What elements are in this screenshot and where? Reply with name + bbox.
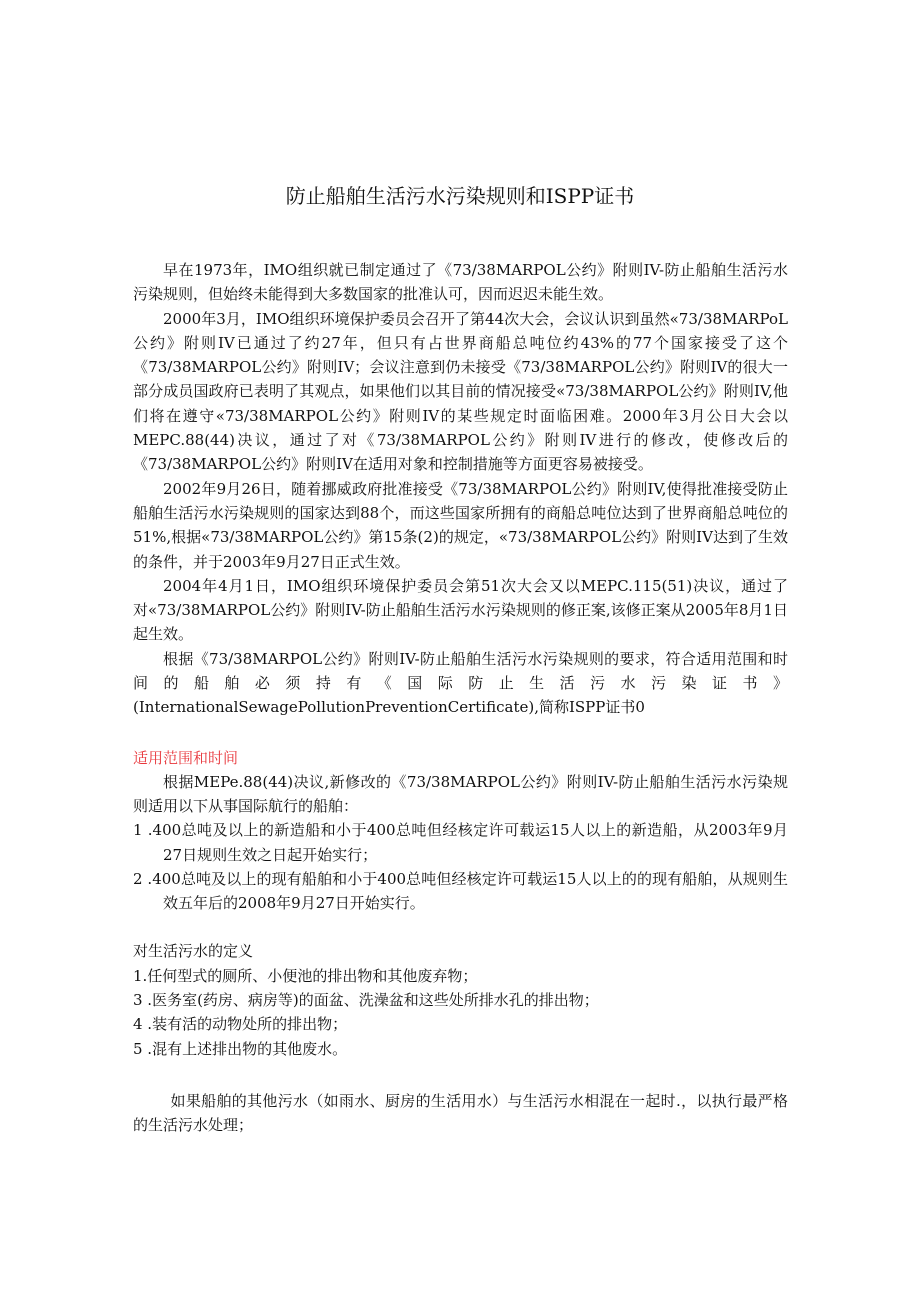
definition-item-medical: 3 .医务室(药房、病房等)的面盆、洗澡盆和这些处所排水孔的排出物； xyxy=(133,991,599,1010)
document-title: 防止船舶生活污水污染规则和ISPP证书 xyxy=(285,184,635,208)
paragraph-entry-into-force-2003: 2002年9月26日，随着挪威政府批准接受《73/38MARPOL公约》附则IV,使得批准接受防止船舶生活污水污染规则的国家达到88个，而这些国家所拥有的商船总吨位达到了世界商船总吨位的51%,根据«73/38MARPOL公约》第15条(2)的规定，«73/38MARPOL公约》附则IV达到了生效的条件，并于2003年9月27日正式生效。 xyxy=(133,479,788,571)
definition-heading: 对生活污水的定义 xyxy=(133,942,254,961)
definition-item-toilets: 1.任何型式的厕所、小便池的排出物和其他废弃物； xyxy=(133,966,478,985)
scope-heading: 适用范围和时间 xyxy=(133,748,239,767)
paragraph-amendment-2004: 2004年4月1日，IMO组织环境保护委员会第51次大会又以MEPC.115(51)决议，通过了对«73/38MARPOL公约》附则IV-防止船舶生活污水污染规则的修正案,该修正案从2005年8月1日起生效。 xyxy=(133,576,788,644)
document-body xyxy=(133,258,788,1138)
definition-item-mixed-waste: 5 .混有上述排出物的其他废水。 xyxy=(133,1039,348,1058)
definition-item-animals: 4 .装有活的动物处所的排出物； xyxy=(133,1015,348,1034)
paragraph-ispp-certificate: 根据《73/38MARPOL公约》附则IV-防止船舶生活污水污染规则的要求，符合适用范围和时间的船舶必须持有《国际防止生活污水污染证书》(InternationalSewagePollutionPreventionCertificate),简称ISPP证书0 xyxy=(133,649,788,717)
paragraph-mepc44-2000: 2000年3月，IMO组织环境保护委员会召开了第44次大会，会议认识到虽然«73/38MARPoL公约》附则IV已通过了约27年，但只有占世界商船总吨位约43%的77个国家接受了这个《73/38MARPOL公约》附则IV；会议注意到仍未接受《73/38MARPOL公约》附则IV的很大一部分成员国政府已表明了其观点，如果他们以其目前的情况接受«73/38MARPOL公约》附则IV,他们将在遵守«73/38MARPOL公约》附则IV的某些规定时面临困难。2000年3月公日大会以MEPC.88(44)决议，通过了对《73/38MARPOL公约》附则IV进行的修改，使修改后的《73/38MARPOL公约》附则IV在适用对象和控制措施等方面更容易被接受。 xyxy=(133,309,788,474)
scope-paragraph: 根据MEPe.88(44)决议,新修改的《73/38MARPOL公约》附则IV-防止船舶生活污水污染规则适用以下从事国际航行的船舶： xyxy=(133,772,788,815)
scope-item-existing-ships: 2 .400总吨及以上的现有船舶和小于400总吨但经核定许可载运15人以上的的现有船舶，从规则生效五年后的2008年9月27日开始实行。 xyxy=(133,869,788,913)
paragraph-history-1973: 早在1973年，IMO组织就已制定通过了《73/38MARPOL公约》附则IV-防止船舶生活污水污染规则，但始终未能得到大多数国家的批准认可，因而迟迟未能生效。 xyxy=(133,261,788,304)
scope-item-new-ships: 1 .400总吨及以上的新造船和小于400总吨但经核定许可载运15人以上的新造船，从2003年9月27日规则生效之日起开始实行； xyxy=(133,821,788,864)
mixed-sewage-paragraph: 如果船舶的其他污水（如雨水、厨房的生活用水）与生活污水相混在一起时.，以执行最严格的生活污水处理； xyxy=(133,1091,788,1135)
